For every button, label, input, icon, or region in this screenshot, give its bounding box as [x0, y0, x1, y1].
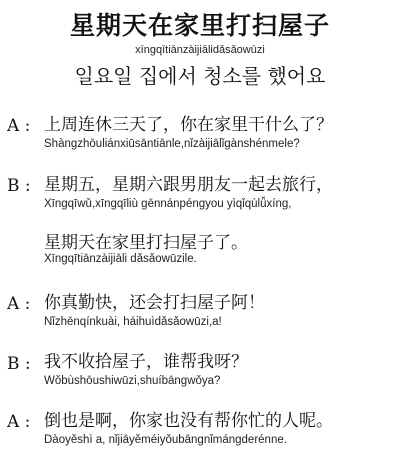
page-title: 星期天在家里打扫屋子 [69, 11, 330, 40]
dialogue-line-chinese: 我不收拾屋子，谁帮我呀？ [44, 352, 248, 372]
speaker-label: A : [7, 294, 31, 314]
dialogue-line-pinyin: Xīngqītiānzàijiāli dǎsǎowūzile. [44, 253, 197, 265]
dialogue-line-chinese: 倒也是啊，你家也没有帮你忙的人呢。 [44, 411, 333, 431]
title-korean: 일요일 집에서 청소를 했어요 [74, 64, 326, 88]
dialogue-line-pinyin: Shàngzhōuliánxiūsāntiānle,nǐzàijiālǐgànshénmele? [44, 138, 300, 150]
speaker-label: A : [7, 412, 31, 432]
dialogue-line-pinyin: Xīngqīwǔ,xīngqīliù gēnnánpéngyou yìqǐqùlǚxíng, [44, 198, 292, 210]
dialogue-line-chinese: 你真勤快，还会打扫屋子阿！ [44, 293, 265, 313]
dialogue-line-chinese: 上周连休三天了，你在家里干什么了？ [44, 115, 333, 135]
speaker-label: B : [7, 354, 31, 374]
dialogue-line-chinese: 星期天在家里打扫屋子了。 [44, 233, 248, 253]
dialogue-line-pinyin: Dàoyěshì a, nǐjiāyěméiyǒubāngnǐmángderénne. [44, 434, 287, 446]
dialogue-line-chinese: 星期五，星期六跟男朋友一起去旅行， [44, 175, 333, 195]
speaker-label: A : [7, 116, 31, 136]
dialogue-line-pinyin: Nǐzhēnqínkuài, háihuìdǎsǎowūzi,a! [44, 316, 222, 328]
dialogue-line-pinyin: Wǒbùshōushiwūzi,shuíbāngwǒya? [44, 375, 221, 387]
speaker-label: B : [7, 176, 31, 196]
title-pinyin: xīngqītiānzàijiālidǎsǎowūzi [135, 44, 265, 56]
